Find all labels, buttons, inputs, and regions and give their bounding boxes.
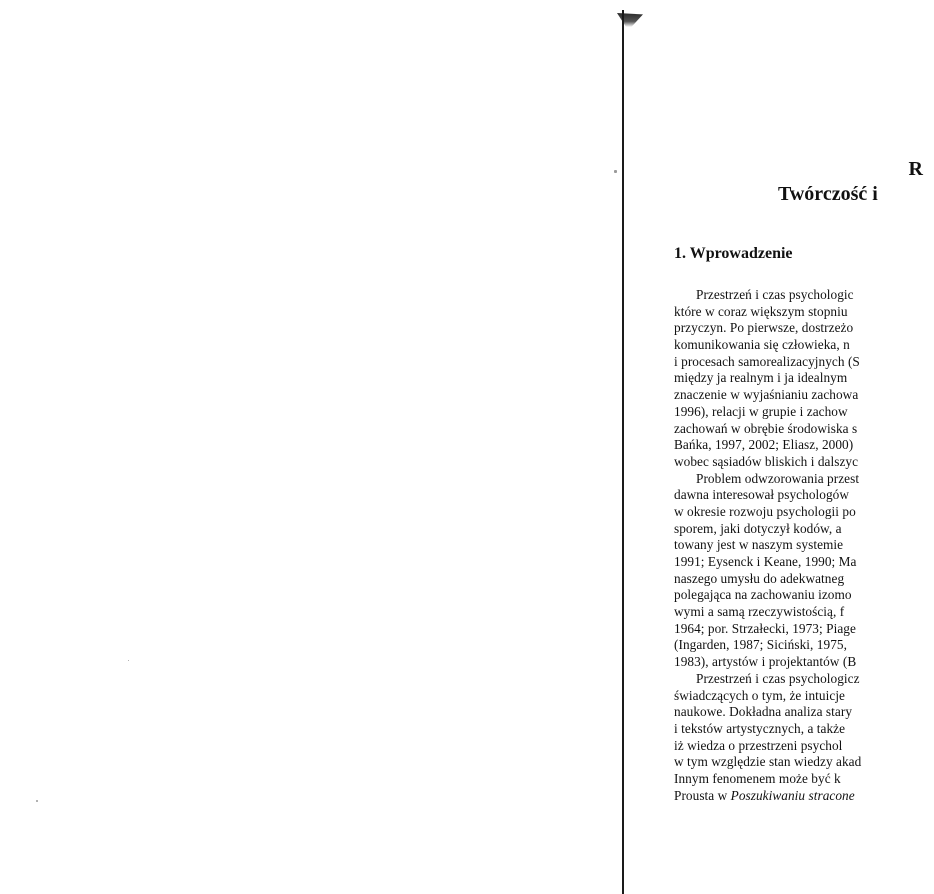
body-text-line (674, 654, 934, 671)
body-text-line (674, 788, 934, 805)
body-text-line-content: Przestrzeń i czas psychologic (696, 287, 854, 302)
body-text-line-content: Prousta w (674, 787, 731, 803)
body-text-line (674, 771, 934, 788)
body-text-line (674, 688, 934, 705)
body-text-line (674, 437, 934, 454)
body-text-line-content: Innym fenomenem może być k (674, 770, 841, 786)
right-text-page (624, 0, 923, 894)
body-text-line (674, 454, 934, 471)
body-text-line (674, 370, 934, 387)
body-text-line-content: towany jest w naszym systemie (674, 537, 844, 553)
body-text-line (674, 304, 934, 321)
body-text-line (674, 320, 934, 337)
scan-speck (614, 170, 617, 173)
body-text-line (674, 738, 934, 755)
body-text-line (674, 621, 934, 638)
body-text-line (674, 704, 934, 721)
body-text-line-content: przyczyn. Po pierwsze, dostrzeżo (674, 320, 854, 336)
body-text-line-content: sporem, jaki dotyczył kodów, a (674, 520, 842, 536)
body-text-line (674, 354, 934, 371)
body-text-line-content: Przestrzeń i czas psychologicz (696, 670, 860, 686)
body-text (674, 287, 934, 804)
body-text-line (674, 721, 934, 738)
body-text-line-content: Bańka, 1997, 2002; Eliasz, 2000) (674, 437, 854, 453)
body-text-line (674, 571, 934, 588)
body-text-line (674, 487, 934, 504)
body-text-line-content: Problem odwzorowania przest (696, 470, 860, 486)
body-text-line-content: 1991; Eysenck i Keane, 1990; Ma (674, 554, 857, 569)
body-text-line-content: komunikowania się człowieka, n (674, 337, 850, 353)
scan-speck (128, 660, 129, 661)
body-text-line (674, 287, 934, 304)
body-text-line-content: naszego umysłu do adekwatneg (674, 570, 845, 586)
body-text-line-content: (Ingarden, 1987; Siciński, 1975, (674, 637, 847, 653)
body-text-line (674, 604, 934, 621)
body-text-line (674, 471, 934, 488)
body-text-line (674, 421, 934, 438)
body-text-line-content: 1964; por. Strzałecki, 1973; Piage (674, 620, 856, 636)
body-text-line-content: świadczących o tym, że intuicje (674, 687, 846, 703)
body-text-line (674, 387, 934, 404)
body-text-line (674, 337, 934, 354)
body-text-line-content: które w coraz większym stopniu (674, 303, 848, 319)
body-text-line-content: i tekstów artystycznych, a także (674, 720, 846, 736)
body-text-line-content: w tym względzie stan wiedzy akad (674, 754, 862, 770)
body-text-line-content: 1996), relacji w grupie i zachow (674, 403, 848, 419)
section-heading: 1. Wprowadzenie (674, 245, 793, 262)
body-text-line (674, 554, 934, 571)
italic-book-title: Poszukiwaniu stracone (730, 787, 855, 803)
body-text-line (674, 521, 934, 538)
body-text-line-content: naukowe. Dokładna analiza stary (674, 704, 853, 720)
chapter-title: Twórczość i (778, 183, 878, 205)
body-text-line-content: zachowań w obrębie środowiska s (674, 420, 858, 436)
body-text-line (674, 637, 934, 654)
body-text-line-content: iż wiedza o przestrzeni psychol (674, 737, 843, 753)
body-text-line (674, 587, 934, 604)
body-text-line (674, 754, 934, 771)
body-text-line-content: znaczenie w wyjaśnianiu zachowa (674, 387, 859, 403)
body-text-line (674, 537, 934, 554)
body-text-line-content: 1983), artystów i projektantów (B (674, 654, 857, 670)
body-text-line (674, 671, 934, 688)
scan-speck (36, 800, 38, 802)
body-text-line-content: dawna interesował psychologów (674, 487, 850, 503)
body-text-line-content: i procesach samorealizacyjnych (S (674, 353, 860, 369)
body-text-line-content: w okresie rozwoju psychologii po (674, 503, 856, 519)
body-text-line-content: wobec sąsiadów bliskich i dalszyc (674, 453, 859, 469)
body-text-line (674, 404, 934, 421)
body-text-line-content: polegająca na zachowaniu izomo (674, 587, 852, 603)
body-text-line-content: wymi a samą rzeczywistością, f (674, 604, 845, 620)
body-text-line (674, 504, 934, 521)
body-text-line-content: między ja realnym i ja idealnym (674, 370, 848, 386)
chapter-heading: R (908, 158, 923, 180)
